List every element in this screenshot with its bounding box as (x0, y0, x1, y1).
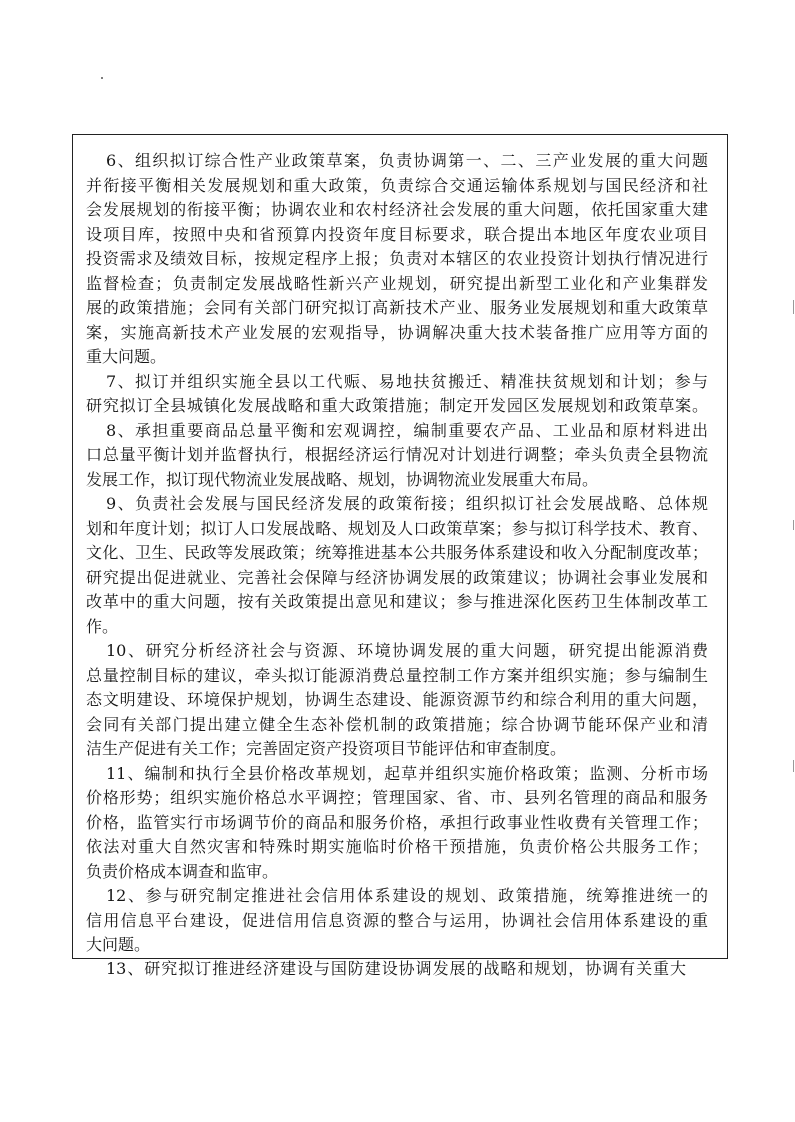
paragraph-9 (86, 492, 708, 639)
paragraph-8 (86, 419, 708, 493)
text-line: 10、研究分析经济社会与资源、环境协调发展的重大问题，研究提出能源消费 (106, 641, 708, 660)
text-line: 总量控制目标的建议，牵头拟订能源消费总量控制工作方案并组织实施；参与编制生 (86, 665, 708, 685)
text-line: 12、参与研究制定推进社会信用体系建设的规划、政策措施，统筹推进统一的 (106, 886, 708, 905)
text-line: 价格形势；组织实施价格总水平调控；管理国家、省、市、县列名管理的商品和服务 (86, 788, 708, 807)
text-line: 7、拟订并组织实施全县以工代赈、易地扶贫搬迁、精准扶贫规划和计划；参与 (106, 371, 708, 391)
text-line: 价格，监管实行市场调节价的商品和服务价格，承担行政事业性收费有关管理工作； (86, 812, 708, 832)
scan-speck (101, 77, 103, 79)
content-text (86, 149, 708, 958)
text-line: 研究提出促进就业、完善社会保障与经济协调发展的政策建议；协调社会事业发展和 (86, 567, 708, 587)
text-line: 依法对重大自然灾害和特殊时期实施临时价格干预措施，负责价格公共服务工作； (86, 837, 708, 856)
text-line: 13、研究拟订推进经济建设与国防建设协调发展的战略和规划，协调有关重大 (106, 959, 686, 978)
text-line: 态文明建设、环境保护规划，协调生态建设、能源资源节约和综合利用的重大问题， (86, 690, 708, 709)
text-line: 会同有关部门提出建立健全生态补偿机制的政策措施；综合协调节能环保产业和清 (86, 714, 708, 734)
text-line: 并衔接平衡相关发展规划和重大政策，负责综合交通运输体系规划与国民经济和社 (86, 175, 708, 195)
text-line: 研究拟订全县城镇化发展战略和重大政策措施；制定开发园区发展规划和政策草案。 (86, 396, 708, 415)
text-line: 监督检查；负责制定发展战略性新兴产业规划，研究提出新型工业化和产业集群发 (86, 273, 708, 293)
text-line: 改革中的重大问题，按有关政策提出意见和建议；参与推进深化医药卫生体制改革工 (86, 592, 708, 611)
text-line: 信用信息平台建设，促进信用信息资源的整合与运用，协调社会信用体系建设的重 (86, 910, 708, 930)
text-line: 口总量平衡计划并监督执行，根据经济运行情况对计划进行调整；牵头负责全县物流 (86, 445, 708, 464)
text-line: 重大问题。 (86, 347, 167, 366)
text-line: 8、承担重要商品总量平衡和宏观调控，编制重要农产品、工业品和原材料进出 (106, 420, 708, 440)
text-line: 9、负责社会发展与国民经济发展的政策衔接；组织拟订社会发展战略、总体规 (106, 494, 708, 513)
scan-edge-mark (793, 760, 794, 772)
content-table-cell (72, 134, 728, 959)
text-line: 洁生产促进有关工作；完善固定资产投资项目节能评估和审查制度。 (86, 739, 567, 758)
text-line: 划和年度计划；拟订人口发展战略、规划及人口政策草案；参与拟订科学技术、教育、 (86, 518, 708, 538)
text-line: 负责价格成本调查和监审。 (86, 861, 279, 881)
text-line: 大问题。 (86, 935, 151, 954)
text-line: 会发展规划的衔接平衡；协调农业和农村经济社会发展的重大问题，依托国家重大建 (86, 200, 708, 219)
text-line: 文化、卫生、民政等发展政策；统筹推进基本公共服务体系建设和收入分配制度改革； (86, 543, 708, 562)
text-line: 作。 (86, 616, 119, 636)
paragraph-10 (86, 639, 708, 762)
scan-edge-mark (793, 300, 794, 314)
text-line: 投资需求及绩效目标，按规定程序上报；负责对本辖区的农业投资计划执行情况进行 (86, 249, 708, 268)
text-line: 发展工作，拟订现代物流业发展战略、规划，协调物流业发展重大布局。 (86, 469, 599, 489)
text-line: 案，实施高新技术产业发展的宏观指导，协调解决重大技术装备推广应用等方面的 (86, 322, 708, 342)
paragraph-7 (86, 370, 708, 419)
paragraph-11 (86, 762, 708, 885)
text-line: 11、编制和执行全县价格改革规划，起草并组织实施价格政策；监测、分析市场 (106, 763, 708, 783)
paragraph-6 (86, 149, 708, 370)
text-line: 展的政策措施；会同有关部门研究拟订高新技术产业、服务业发展规划和重大政策草 (86, 298, 708, 317)
text-line: 6、组织拟订综合性产业政策草案，负责协调第一、二、三产业发展的重大问题 (106, 151, 708, 170)
paragraph-12 (86, 884, 708, 958)
paragraph-13 (86, 957, 686, 982)
scan-edge-mark (793, 520, 794, 530)
text-line: 设项目库，按照中央和省预算内投资年度目标要求，联合提出本地区年度农业项目 (86, 224, 708, 244)
